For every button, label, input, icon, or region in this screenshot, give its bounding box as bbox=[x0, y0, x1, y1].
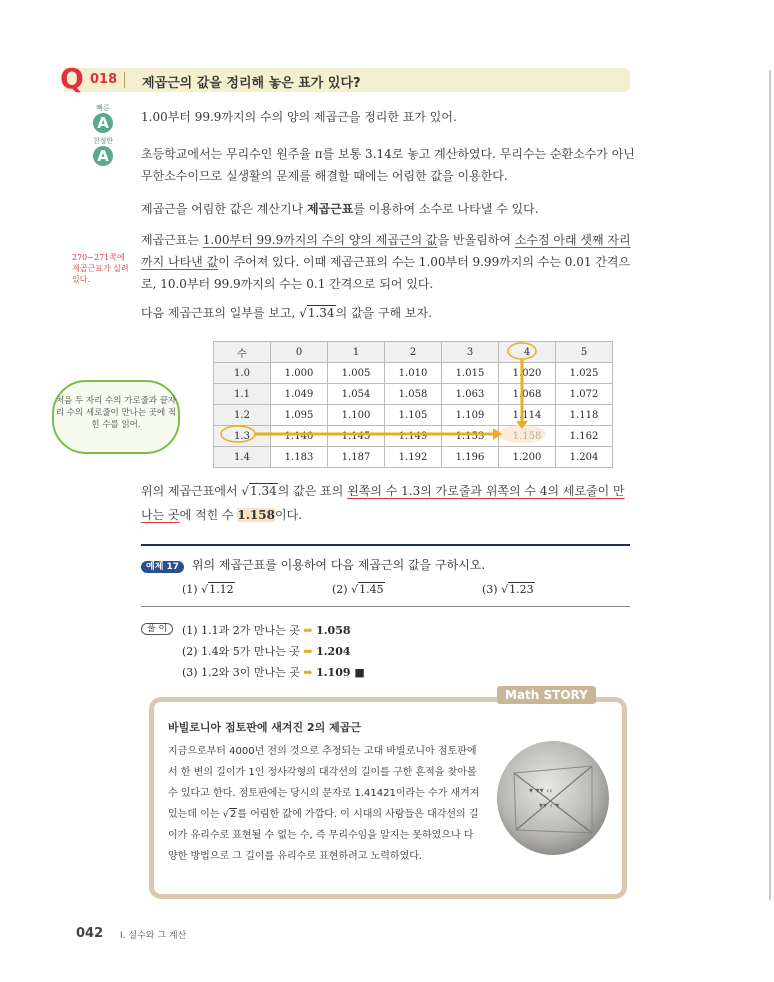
table-cell: 1.049 bbox=[271, 384, 328, 405]
table-cell: 1.010 bbox=[385, 363, 442, 384]
table-cell: 1.145 bbox=[328, 426, 385, 447]
row-header: 1.3 bbox=[214, 426, 271, 447]
table-cell: 1.105 bbox=[385, 405, 442, 426]
svg-text:▾ ▾▾ ‹‹: ▾ ▾▾ ‹‹ bbox=[529, 786, 553, 795]
table-cell: 1.162 bbox=[556, 426, 613, 447]
col-header: 4 bbox=[499, 342, 556, 363]
row-header: 1.4 bbox=[214, 447, 271, 468]
table-cell: 1.196 bbox=[442, 447, 499, 468]
quick-badge-label: 빠른 bbox=[96, 104, 110, 112]
table-cell: 1.109 bbox=[442, 405, 499, 426]
example-item-2: (2) √1.45 bbox=[332, 583, 384, 596]
kind-answer-badge bbox=[92, 136, 114, 166]
kind-badge-letter: A bbox=[93, 146, 113, 166]
table-cell: 1.187 bbox=[328, 447, 385, 468]
col-header: 0 bbox=[271, 342, 328, 363]
table-cell: 1.192 bbox=[385, 447, 442, 468]
tip-cloud: 처음 두 자리 수의 가로줄과 끝자리 수의 세로줄이 만나는 곳에 적힌 수를 읽어. bbox=[52, 380, 180, 454]
col-header: 1 bbox=[328, 342, 385, 363]
question-title: 제곱근의 값을 정리해 놓은 표가 있다? bbox=[142, 76, 361, 91]
table-cell: 1.020 bbox=[499, 363, 556, 384]
q-mark: Q bbox=[60, 62, 84, 95]
page-number: 042 bbox=[76, 926, 104, 941]
underline-intersection: 왼쪽의 수 1.3의 가로줄과 위쪽의 수 4의 세로줄이 만나는 곳 bbox=[141, 484, 625, 522]
table-cell: 1.068 bbox=[499, 384, 556, 405]
col-header: 3 bbox=[442, 342, 499, 363]
math-story-title: 바빌로니아 점토판에 새겨진 2의 제곱근 bbox=[168, 721, 361, 734]
col-header: 2 bbox=[385, 342, 442, 363]
table-highlight-overlay bbox=[213, 341, 613, 471]
radicand: 1.34 bbox=[307, 306, 335, 320]
paragraph-3: 제곱근표는 1.00부터 99.9까지의 수의 양의 제곱근의 값을 반올림하여 소수점 아래 셋째 자리까지 나타낸 값이 주어져 있다. 이때 제곱근표의 수는 1.00부터 9.99까지의 수는 0.01 간격으로, 10.0부터 99.9까지의 수는 0.1 간격으로 되어 있다. bbox=[141, 233, 631, 291]
math-story-tag: Math STORY bbox=[497, 686, 596, 704]
kind-badge-label: 친절한 bbox=[92, 137, 114, 145]
section-divider bbox=[141, 544, 630, 546]
col-header: 5 bbox=[556, 342, 613, 363]
paragraph-1: 초등학교에서는 무리수인 원주율 π를 보통 3.14로 놓고 계산하였다. 무리수는 순환소수가 아닌 무한소수이므로 실생활의 문제를 해결할 때에는 어림한 값을 이용한다. bbox=[141, 147, 635, 183]
example-question: 예제 17 위의 제곱근표를 이용하여 다음 제곱근의 값을 구하시오. bbox=[141, 556, 485, 573]
table-cell: 1.054 bbox=[328, 384, 385, 405]
solution-line: (1) 1.1과 2가 만나는 곳 ➡ 1.058 bbox=[182, 624, 351, 637]
table-cell: 1.100 bbox=[328, 405, 385, 426]
table-cell: 1.000 bbox=[271, 363, 328, 384]
table-cell: 1.204 bbox=[556, 447, 613, 468]
row-header: 1.2 bbox=[214, 405, 271, 426]
row-header: 1.0 bbox=[214, 363, 271, 384]
solution-badge: 풀 이 bbox=[141, 623, 173, 635]
table-cell: 1.063 bbox=[442, 384, 499, 405]
table-corner: 수 bbox=[214, 342, 271, 363]
horizontal-arrowhead bbox=[493, 428, 502, 440]
table-cell: 1.025 bbox=[556, 363, 613, 384]
solution-line: (2) 1.4와 5가 만나는 곳 ➡ 1.204 bbox=[182, 645, 351, 658]
page-edge-line bbox=[769, 70, 771, 900]
table-cell: 1.072 bbox=[556, 384, 613, 405]
col-4-circle bbox=[508, 343, 536, 359]
clay-tablet-image bbox=[494, 738, 612, 858]
table-cell: 1.015 bbox=[442, 363, 499, 384]
row-1.3-circle bbox=[221, 426, 255, 442]
keyword-table: 제곱근표 bbox=[306, 202, 354, 216]
table-cell: 1.118 bbox=[556, 405, 613, 426]
math-story-text: 지금으로부터 4000년 전의 것으로 추정되는 고대 바빌로니아 점토판에서 한 변의 길이가 1인 정사각형의 대각선의 길이를 구한 흔적을 찾아볼 수 있다고 한다. 점토판에는 당시의 문자로 1.41421이라는 수가 새겨져 있는데 이는 √2를 어림한 값에 가깝다. 이 시대의 사람들은 대각선의 길이가 유리수로 표현될 수 없는 수, 즉 무리수임을 알지는 못하였으나 다양한 방법으로 그 길이를 유리수로 표현하려고 노력하였다. bbox=[168, 746, 480, 862]
underline-range: 1.00부터 99.9까지의 수의 양의 제곱근의 값 bbox=[202, 233, 438, 247]
example-divider bbox=[141, 606, 630, 607]
table-cell: 1.149 bbox=[385, 426, 442, 447]
paragraph-5: 위의 제곱근표에서 √1.34의 값은 표의 왼쪽의 수 1.3의 가로줄과 위쪽의 수 4의 세로줄이 만나는 곳에 적힌 수 1.158이다. bbox=[141, 484, 625, 522]
underline-precision: 소수점 아래 셋째 자리까지 나타낸 값 bbox=[141, 233, 631, 269]
header-divider bbox=[124, 72, 125, 88]
table-cell: 1.140 bbox=[271, 426, 328, 447]
example-badge: 예제 17 bbox=[141, 561, 184, 573]
table-cell: 1.114 bbox=[499, 405, 556, 426]
table-cell: 1.200 bbox=[499, 447, 556, 468]
table-cell: 1.058 bbox=[385, 384, 442, 405]
quick-badge-letter: A bbox=[93, 113, 113, 133]
question-number: 018 bbox=[90, 72, 118, 87]
example-item-3: (3) √1.23 bbox=[482, 583, 534, 596]
solution-line: (3) 1.2와 3이 만나는 곳 ➡ 1.109 ■ bbox=[182, 666, 365, 679]
paragraph-4: 다음 제곱근표의 일부를 보고, √1.34의 값을 구해 보자. bbox=[141, 306, 432, 320]
svg-text:▾▾ ‹ ▾: ▾▾ ‹ ▾ bbox=[539, 801, 560, 810]
example-item-1: (1) √1.12 bbox=[182, 583, 234, 596]
answer-value: 1.158 bbox=[237, 508, 275, 522]
solution-badge-wrap bbox=[141, 620, 173, 634]
row-header: 1.1 bbox=[214, 384, 271, 405]
paragraph-2: 제곱근을 어림한 값은 계산기나 제곱근표를 이용하여 소수로 나타낼 수 있다. bbox=[141, 202, 539, 216]
table-cell: 1.005 bbox=[328, 363, 385, 384]
side-note: 270~271쪽에 제곱근표가 실려 있다. bbox=[72, 253, 129, 284]
quick-answer-text: 1.00부터 99.9까지의 수의 양의 제곱근을 정리한 표가 있어. bbox=[141, 110, 457, 124]
table-cell: 1.095 bbox=[271, 405, 328, 426]
quick-answer-badge bbox=[92, 103, 114, 133]
chapter-title: Ⅰ. 실수와 그 계산 bbox=[120, 931, 187, 941]
solution-lines bbox=[182, 620, 365, 683]
table-cell: 1.183 bbox=[271, 447, 328, 468]
table-cell: 1.153 bbox=[442, 426, 499, 447]
